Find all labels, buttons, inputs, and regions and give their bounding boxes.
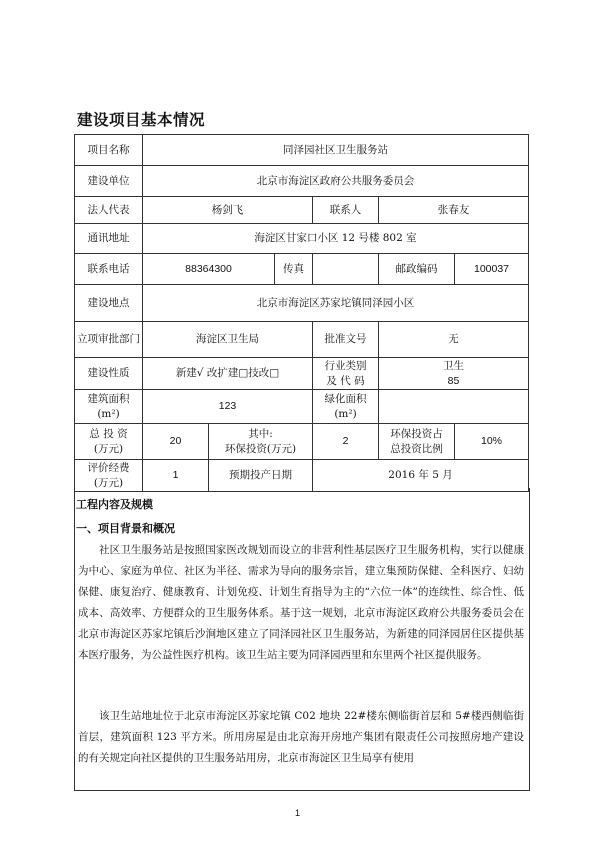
phone-label: 联系电话 bbox=[75, 254, 143, 285]
address-value: 海淀区甘家口小区 12 号楼 802 室 bbox=[143, 224, 529, 254]
total-invest-label-line1: 总 投 资 bbox=[89, 428, 128, 441]
eval-cost-label-line2: (万元) bbox=[93, 476, 124, 489]
floor-area-label-line2: (m²) bbox=[97, 407, 120, 420]
total-invest-label-line2: (万元) bbox=[93, 442, 124, 455]
table-row bbox=[75, 390, 529, 424]
sub-heading: 一、项目背景和概况 bbox=[76, 522, 175, 535]
eval-cost-value: 1 bbox=[143, 460, 209, 492]
project-info-table bbox=[74, 134, 529, 492]
floor-area-label-line1: 建筑面积 bbox=[87, 393, 130, 406]
approval-no-value: 无 bbox=[379, 322, 529, 358]
legal-rep-value: 杨剑飞 bbox=[143, 197, 313, 224]
green-area-value bbox=[379, 390, 529, 424]
start-date-label: 预期投产日期 bbox=[209, 460, 313, 492]
postcode-value: 100037 bbox=[455, 254, 529, 285]
table-row bbox=[75, 224, 529, 254]
fax-value bbox=[313, 254, 379, 285]
page-title: 建设项目基本情况 bbox=[77, 111, 206, 129]
paragraph: 社区卫生服务站是按照国家医改规划而设立的非营利性基层医疗卫生服务机构，实行以健康为中心、家庭为单位、社区为半径、需求为导向的服务宗旨，建立集预防保健、全科医疗、妇幼保健、康复治疗、健康教育、计划免疫、计划生育指导为主的“六位一体”的连续性、综合性、低成本、高效率、方便群众的卫生服务体系。基于这一规划，北京市海淀区政府公共服务委员会在北京市海淀区苏家坨镇后沙涧地区建立了同泽园社区卫生服务站，为新建的同泽园居住区提供基本医疗服务，为公益性医疗机构。该卫生站主要为同泽园西里和东里两个社区提供服务。 bbox=[78, 544, 524, 661]
phone-value: 88364300 bbox=[143, 254, 275, 285]
env-invest-label-line2: 环保投资(万元) bbox=[224, 442, 297, 455]
env-invest-label-line1: 其中: bbox=[248, 428, 273, 441]
eval-cost-label-line1: 评价经费 bbox=[87, 462, 130, 475]
industry-value-line1: 卫生 bbox=[443, 360, 465, 373]
green-area-label-line2: (m²) bbox=[334, 407, 357, 420]
green-area-label bbox=[313, 390, 379, 424]
project-name-label: 项目名称 bbox=[75, 135, 143, 166]
industry-label-line1: 行业类别 bbox=[324, 360, 367, 373]
approval-no-label: 批准文号 bbox=[313, 322, 379, 358]
builder-value: 北京市海淀区政府公共服务委员会 bbox=[143, 166, 529, 197]
industry-label-line2: 及 代 码 bbox=[326, 374, 365, 387]
table-row bbox=[75, 358, 529, 390]
industry-label bbox=[313, 358, 379, 390]
section-heading: 工程内容及规模 bbox=[76, 498, 153, 511]
table-row bbox=[75, 197, 529, 224]
env-invest-label bbox=[209, 424, 313, 460]
industry-value-line2: 85 bbox=[447, 374, 460, 387]
approval-dept-label: 立项审批部门 bbox=[75, 322, 143, 358]
nature-value: 新建√ 改扩建□技改□ bbox=[143, 358, 313, 390]
postcode-label: 邮政编码 bbox=[379, 254, 455, 285]
start-date-value: 2016 年 5 月 bbox=[313, 460, 529, 492]
total-invest-label bbox=[75, 424, 143, 460]
builder-label: 建设单位 bbox=[75, 166, 143, 197]
env-ratio-label-line1: 环保投资占 bbox=[390, 428, 443, 441]
contact-value: 张春友 bbox=[379, 197, 529, 224]
green-area-label-line1: 绿化面积 bbox=[324, 393, 367, 406]
paragraph: 该卫生站地址位于北京市海淀区苏家坨镇 C02 地块 22#楼东侧临街首层和 5#楼西侧临街首层，建筑面积 123 平方米。所用房屋是由北京海开房地产集团有限责任公司按照房地产建设的有关规定向社区提供的卫生服务站用房，北京市海淀区卫生局享有使用 bbox=[78, 710, 524, 764]
approval-dept-value: 海淀区卫生局 bbox=[143, 322, 313, 358]
table-row bbox=[75, 460, 529, 492]
table-row bbox=[75, 424, 529, 460]
floor-area-value: 123 bbox=[143, 390, 313, 424]
industry-value bbox=[379, 358, 529, 390]
table-row bbox=[75, 322, 529, 358]
total-invest-value: 20 bbox=[143, 424, 209, 460]
site-label: 建设地点 bbox=[75, 285, 143, 322]
floor-area-label bbox=[75, 390, 143, 424]
table-row bbox=[75, 285, 529, 322]
nature-label: 建设性质 bbox=[75, 358, 143, 390]
table-row bbox=[75, 166, 529, 197]
fax-label: 传真 bbox=[275, 254, 313, 285]
table-row bbox=[75, 254, 529, 285]
contact-label: 联系人 bbox=[313, 197, 379, 224]
legal-rep-label: 法人代表 bbox=[75, 197, 143, 224]
env-invest-value: 2 bbox=[313, 424, 379, 460]
site-value: 北京市海淀区苏家坨镇同泽园小区 bbox=[143, 285, 529, 322]
env-ratio-value: 10% bbox=[455, 424, 529, 460]
project-name-value: 同泽园社区卫生服务站 bbox=[143, 135, 529, 166]
page-number: 1 bbox=[294, 808, 300, 818]
address-label: 通讯地址 bbox=[75, 224, 143, 254]
env-ratio-label bbox=[379, 424, 455, 460]
env-ratio-label-line2: 总投资比例 bbox=[390, 442, 443, 455]
eval-cost-label bbox=[75, 460, 143, 492]
table-row bbox=[75, 135, 529, 166]
